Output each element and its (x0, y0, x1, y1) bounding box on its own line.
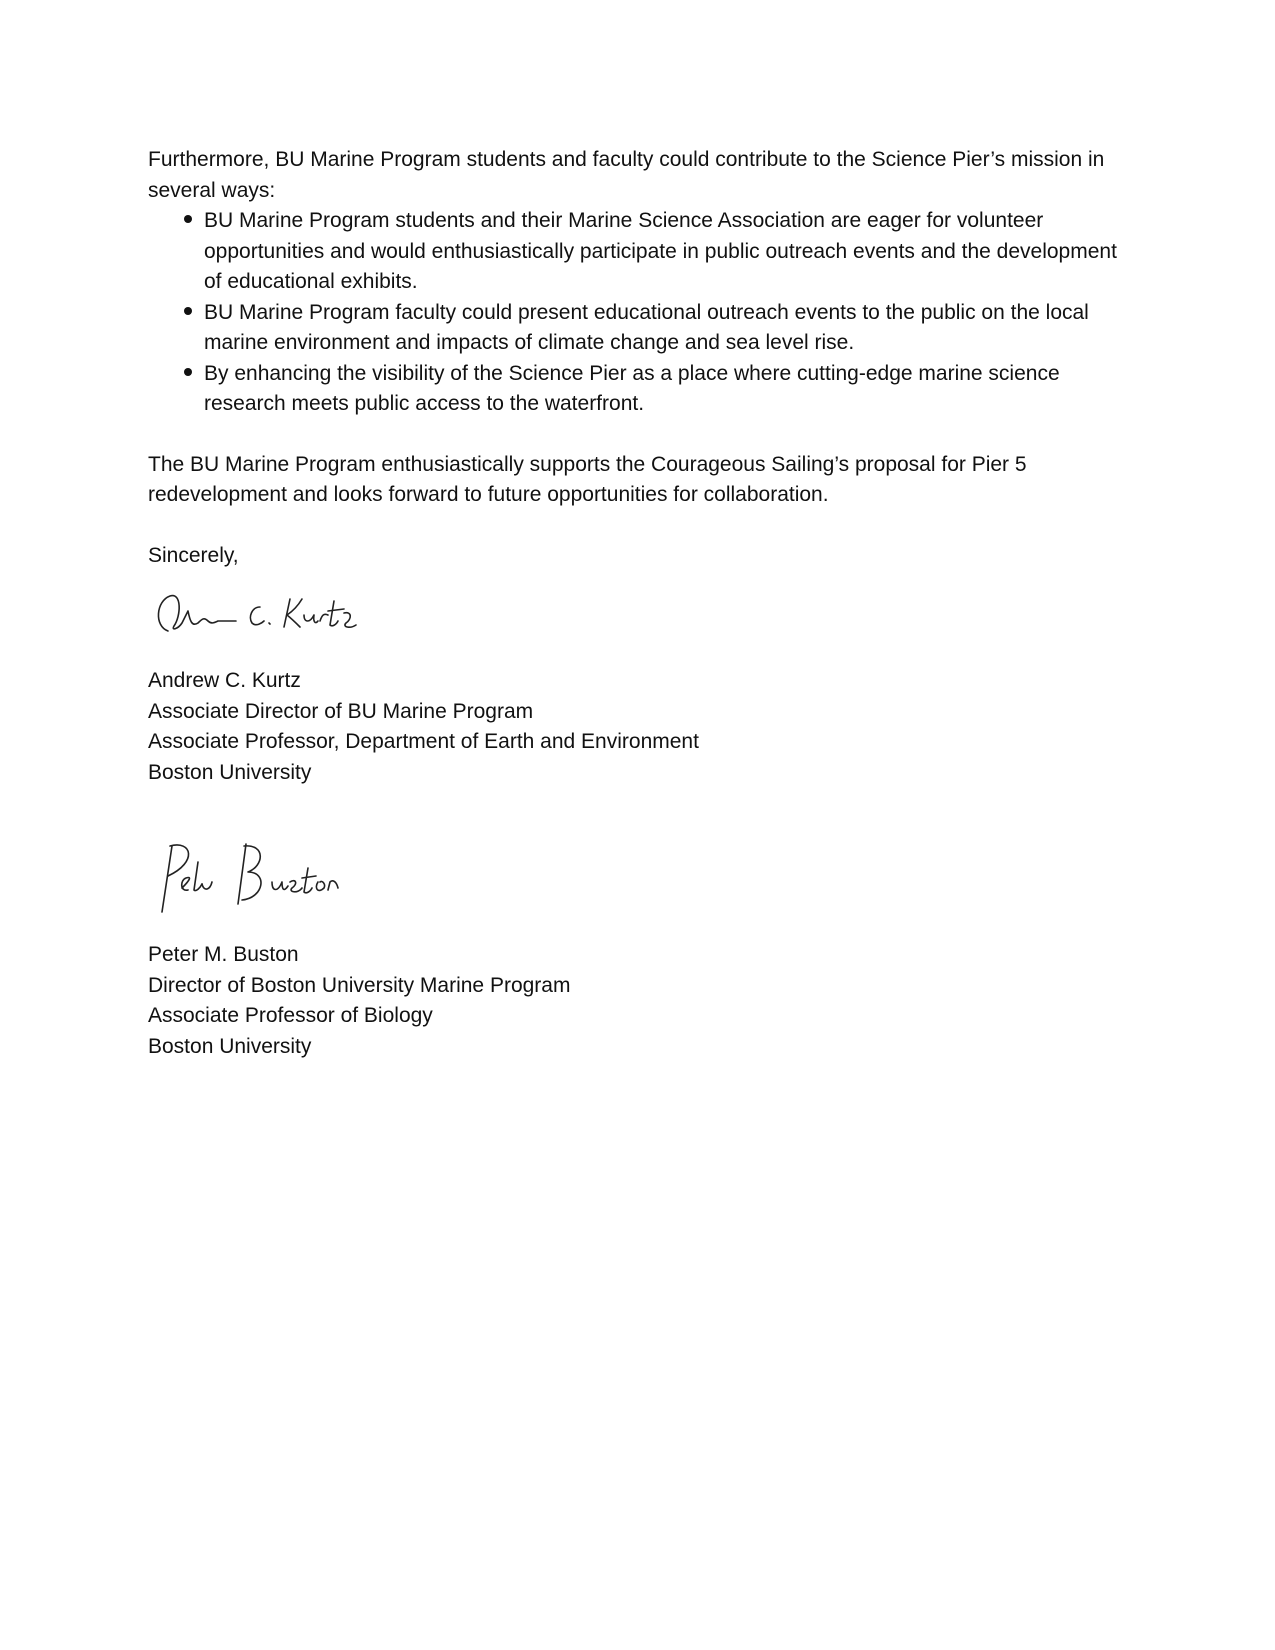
spacer (148, 420, 1128, 450)
intro-paragraph: Furthermore, BU Marine Program students and faculty could contribute to the Science Pier’s mission in several ways: (148, 148, 1105, 202)
bullet-icon (184, 307, 192, 315)
signatory-name: Peter M. Buston (148, 943, 299, 966)
handwritten-signature-buston (158, 832, 348, 922)
signatory-institution: Boston University (148, 1034, 312, 1058)
contribution-list (148, 206, 1128, 420)
bullet-text: BU Marine Program students and their Marine Science Association are eager for volunteer opportunities and would enthusiastically participate in public outreach events and the development of educational exhibits. (204, 209, 1117, 293)
signatory-title: Director of Boston University Marine Program (148, 973, 571, 997)
list-item (184, 359, 1128, 420)
signatory-title: Associate Professor of Biology (148, 1004, 433, 1027)
bullet-icon (184, 215, 192, 223)
closing: Sincerely, (148, 543, 239, 567)
signatory-name: Andrew C. Kurtz (148, 669, 301, 692)
bullet-icon (184, 368, 192, 376)
signatory-institution: Boston University (148, 760, 312, 784)
signatory-title: Associate Director of BU Marine Program (148, 699, 534, 723)
letter-body (148, 145, 1128, 1062)
bullet-text: BU Marine Program faculty could present educational outreach events to the public on the local marine environment and impacts of climate change and sea level rise. (204, 300, 1089, 354)
bullet-text: By enhancing the visibility of the Science Pier as a place where cutting-edge marine science research meets public access to the waterfront. (204, 361, 1060, 415)
spacer (148, 511, 1128, 541)
signatory-title: Associate Professor, Department of Earth and Environment (148, 730, 699, 753)
support-paragraph: The BU Marine Program enthusiastically supports the Courageous Sailing’s proposal for Pier 5 redevelopment and looks forward to future opportunities for collaboration. (148, 452, 1027, 506)
signature-buston (148, 832, 1128, 940)
handwritten-signature-kurtz (148, 571, 368, 651)
signature-kurtz (148, 571, 1128, 666)
list-item (184, 298, 1128, 359)
list-item (184, 206, 1128, 298)
